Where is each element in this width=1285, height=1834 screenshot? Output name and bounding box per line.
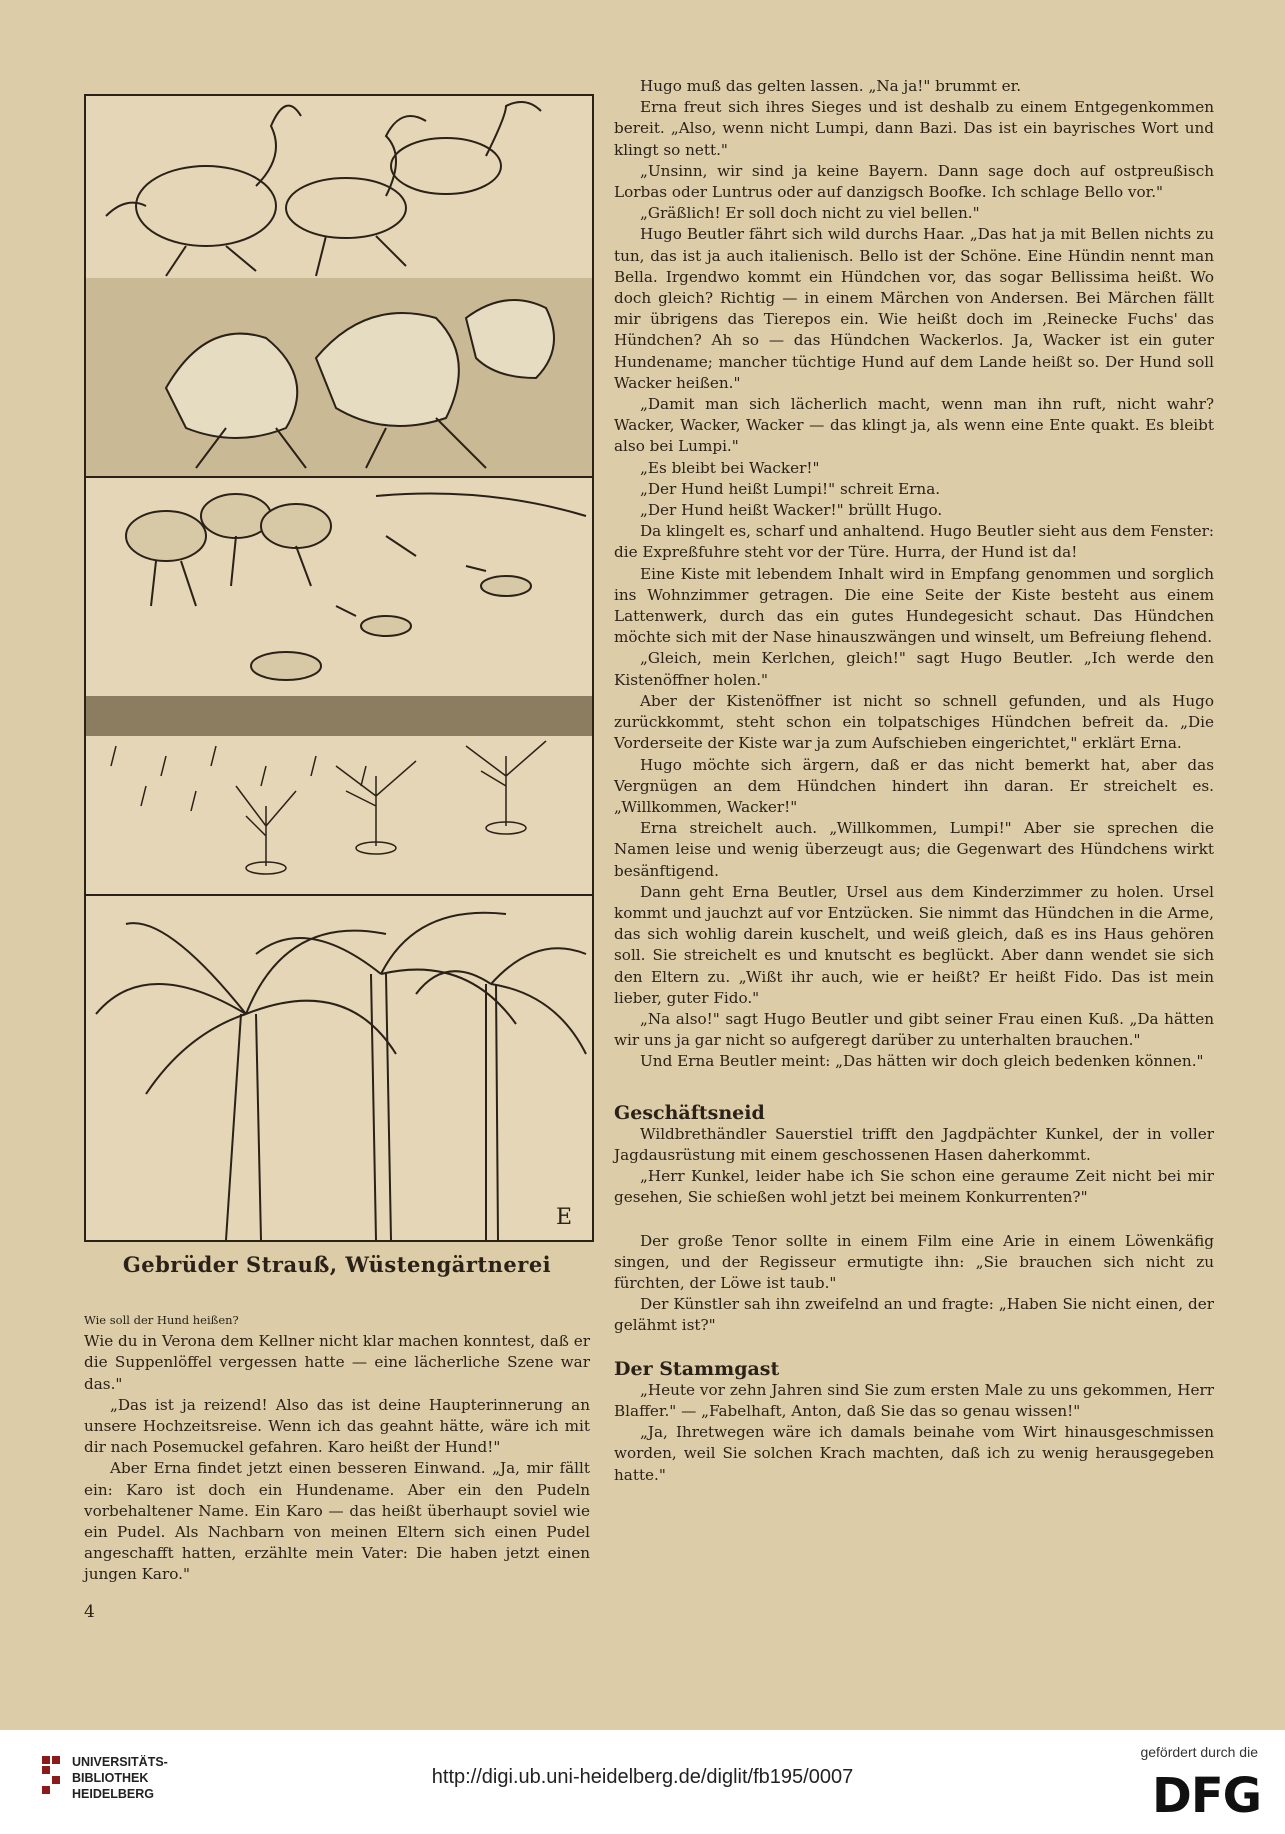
library-name-line: HEIDELBERG	[72, 1787, 154, 1801]
paragraph: Wildbrethändler Sauerstiel trifft den Jagdpächter Kunkel, der in voller Jagdausrüstung mit einem geschossenen Hasen daherkommt.	[614, 1124, 1214, 1164]
paragraph: „Gleich, mein Kerlchen, gleich!" sagt Hugo Beutler. „Ich werde den Kistenöffner holen."	[614, 649, 1214, 689]
library-name-line: UNIVERSITÄTS-	[72, 1755, 168, 1769]
paragraph: „Heute vor zehn Jahren sind Sie zum ersten Male zu uns gekommen, Herr Blaffer." — „Fabelhaft, Anton, daß Sie das so genau wissen!"	[614, 1380, 1214, 1420]
paragraph: „Damit man sich lächerlich macht, wenn man ihn ruft, nicht wahr? Wacker, Wacker, Wacker — das klingt ja, als wenn eine Ente quakt. Es bleibt also bei Lumpi."	[614, 395, 1214, 456]
left-column	[84, 1310, 590, 1586]
paragraph: Aber Erna findet jetzt einen besseren Einwand. „Ja, mir fällt ein: Karo ist doch ein Hundename. Aber ein den Pudeln vorbehaltener Name. Ein Karo — das heißt überhaupt soviel wie ein Pudel. Als Nachbarn von meinen Eltern sich einen Pudel angeschafft hatten, erzählte mein Vater: Die haben jetzt einen jungen Karo."	[84, 1459, 590, 1584]
page-number: 4	[84, 1602, 95, 1622]
paragraph: Dann geht Erna Beutler, Ursel aus dem Kinderzimmer zu holen. Ursel kommt und jauchzt auf vor Entzücken. Sie nimmt das Hündchen in die Arme, das sich wohlig darein kuschelt, und weiß gleich, daß es ins Haus gehören soll. Sie streichelt es und knutscht es beglückt. Aber dann wendet sie sich den Eltern zu. „Wißt ihr auch, wie er heißt? Er heißt Fido. Das ist mein lieber, guter Fido."	[614, 882, 1214, 1007]
ostriches-heads-in-sand-illustration	[86, 278, 592, 476]
source-url-link[interactable]: http://digi.ub.uni-heidelberg.de/diglit/fb195/0007	[431, 1766, 854, 1788]
paragraph: Erna streichelt auch. „Willkommen, Lumpi!" Aber sie sprechen die Namen leise und wenig überzeugt aus; die Gegenwart des Hündchens wirkt besänftigend.	[614, 819, 1214, 880]
ostriches-laying-eggs-illustration	[86, 476, 592, 696]
artist-signature: E	[556, 1205, 573, 1230]
paragraph: „Der Hund heißt Lumpi!" schreit Erna.	[640, 479, 941, 498]
paragraph: Hugo möchte sich ärgern, daß er das nicht bemerkt hat, aber das Vergnügen an dem Hündchen hindert ihn daran. Er streichelt es. „Willkommen, Wacker!"	[614, 755, 1214, 816]
dfg-logo[interactable]: DFG	[1151, 1768, 1261, 1824]
paragraph: „Es bleibt bei Wacker!"	[640, 458, 820, 477]
paragraph: „Herr Kunkel, leider habe ich Sie schon eine geraume Zeit nicht bei mir gesehen, Sie schießen wohl jetzt bei meinem Konkurrenten?"	[614, 1167, 1214, 1207]
comic-panel-3	[86, 476, 592, 698]
section-title-geschaeftsneid: Geschäftsneid	[614, 1101, 765, 1124]
grown-palm-trees-illustration	[86, 894, 592, 1240]
paragraph: Hugo Beutler fährt sich wild durchs Haar. „Das hat ja mit Bellen nichts zu tun, das ist ja auch italienisch. Bello ist der Schöne. Eine Hündin nennt man Bella. Irgendwo kommt ein Hündchen vor, das sogar Bellissima heißt. Wo doch gleich? Richtig — in einem Märchen von Andersen. Bei Märchen fällt mir übrigens das Tierepos ein. Wie heißt doch im ‚Reinecke Fuchs' das Hündchen? Ah so — das Hündchen Wackerlos. Ja, Wacker ist ein guter Hundename; mancher tüchtige Hund auf dem Lande heißt so. Der Hund soll Wacker heißen."	[614, 225, 1214, 392]
section-heading: Wie soll der Hund heißen?	[84, 1313, 239, 1327]
paragraph: Wie du in Verona dem Kellner nicht klar machen konntest, daß er die Suppenlöffel vergessen hatte — eine lächerliche Szene war das."	[84, 1332, 590, 1393]
comic-panel-2	[86, 278, 592, 478]
paragraph: „Das ist ja reizend! Also das ist deine Haupterinnerung an unsere Hochzeitsreise. Wenn ich das geahnt hätte, wäre ich mit dir nach Posemuckel gefahren. Karo heißt der Hund!"	[84, 1395, 590, 1457]
section-title-stammgast: Der Stammgast	[614, 1357, 780, 1380]
paragraph: „Ja, Ihretwegen wäre ich damals beinahe vom Wirt hinausgeschmissen worden, weil Sie solchen Krach machten, daß ich zu wenig herausgegeben hatte."	[614, 1423, 1214, 1484]
ostriches-running-illustration	[86, 96, 592, 278]
funding-label: gefördert durch die	[1140, 1744, 1258, 1760]
comic-panel-4	[86, 696, 592, 896]
paragraph: Erna freut sich ihres Sieges und ist deshalb zu einem Entgegenkommen bereit. „Also, wenn nicht Lumpi, dann Bazi. Das ist ein bayrisches Wort und klingt so nett."	[614, 98, 1214, 159]
paragraph: Der Künstler sah ihn zweifelnd an und fragte: „Haben Sie nicht einen, der gelähmt ist?"	[614, 1295, 1214, 1335]
comic-panel-5	[86, 894, 592, 1240]
right-column	[614, 76, 1214, 1486]
paragraph: „Unsinn, wir sind ja keine Bayern. Dann sage doch auf ostpreußisch Lorbas oder Luntrus oder auf danzigsch Boofke. Ich schlage Bello vor."	[614, 161, 1214, 202]
paragraph: Der große Tenor sollte in einem Film eine Arie in einem Löwenkäfig singen, und der Regisseur ermutigte ihn: „Sie brauchen sich nicht zu fürchten, der Löwe ist taub."	[614, 1231, 1214, 1292]
library-name-line: BIBLIOTHEK	[72, 1771, 149, 1785]
paragraph: Da klingelt es, scharf und anhaltend. Hugo Beutler sieht aus dem Fenster: die Expreßfuhre steht vor der Türe. Hurra, der Hund ist da!	[614, 522, 1214, 562]
paragraph: Aber der Kistenöffner ist nicht so schnell gefunden, und als Hugo zurückkommt, steht schon ein tolpatschiges Hündchen befreit da. „Die Vorderseite der Kiste war ja zum Aufschieben eingerichtet," erklärt Erna.	[614, 691, 1214, 753]
paragraph: Hugo muß das gelten lassen. „Na ja!" brummt er.	[640, 77, 1022, 95]
paragraph: „Gräßlich! Er soll doch nicht zu viel bellen."	[640, 204, 980, 223]
comic-panel-1	[86, 96, 592, 280]
paragraph: „Na also!" sagt Hugo Beutler und gibt seiner Frau einen Kuß. „Da hätten wir uns ja gar nicht so aufgeregt darüber zu unterhalten brauchen."	[614, 1009, 1214, 1050]
palm-sprouts-in-rain-illustration	[86, 696, 592, 894]
paragraph: „Der Hund heißt Wacker!" brüllt Hugo.	[640, 501, 943, 520]
paragraph: Eine Kiste mit lebendem Inhalt wird in Empfang genommen und sorglich ins Wohnzimmer getragen. Die eine Seite der Kiste besteht aus einem Lattenwerk, durch das ein gutes Hundegesicht schaut. Das Hündchen möchte sich mit der Nase hinauszwängen und winselt, um Befreiung flehend.	[614, 564, 1214, 647]
footer-bar	[0, 1730, 1285, 1834]
paragraph: Und Erna Beutler meint: „Das hätten wir doch gleich bedenken können."	[640, 1052, 1204, 1071]
comic-caption: Gebrüder Strauß, Wüstengärtnerei	[122, 1252, 552, 1277]
comic-strip	[84, 94, 594, 1242]
